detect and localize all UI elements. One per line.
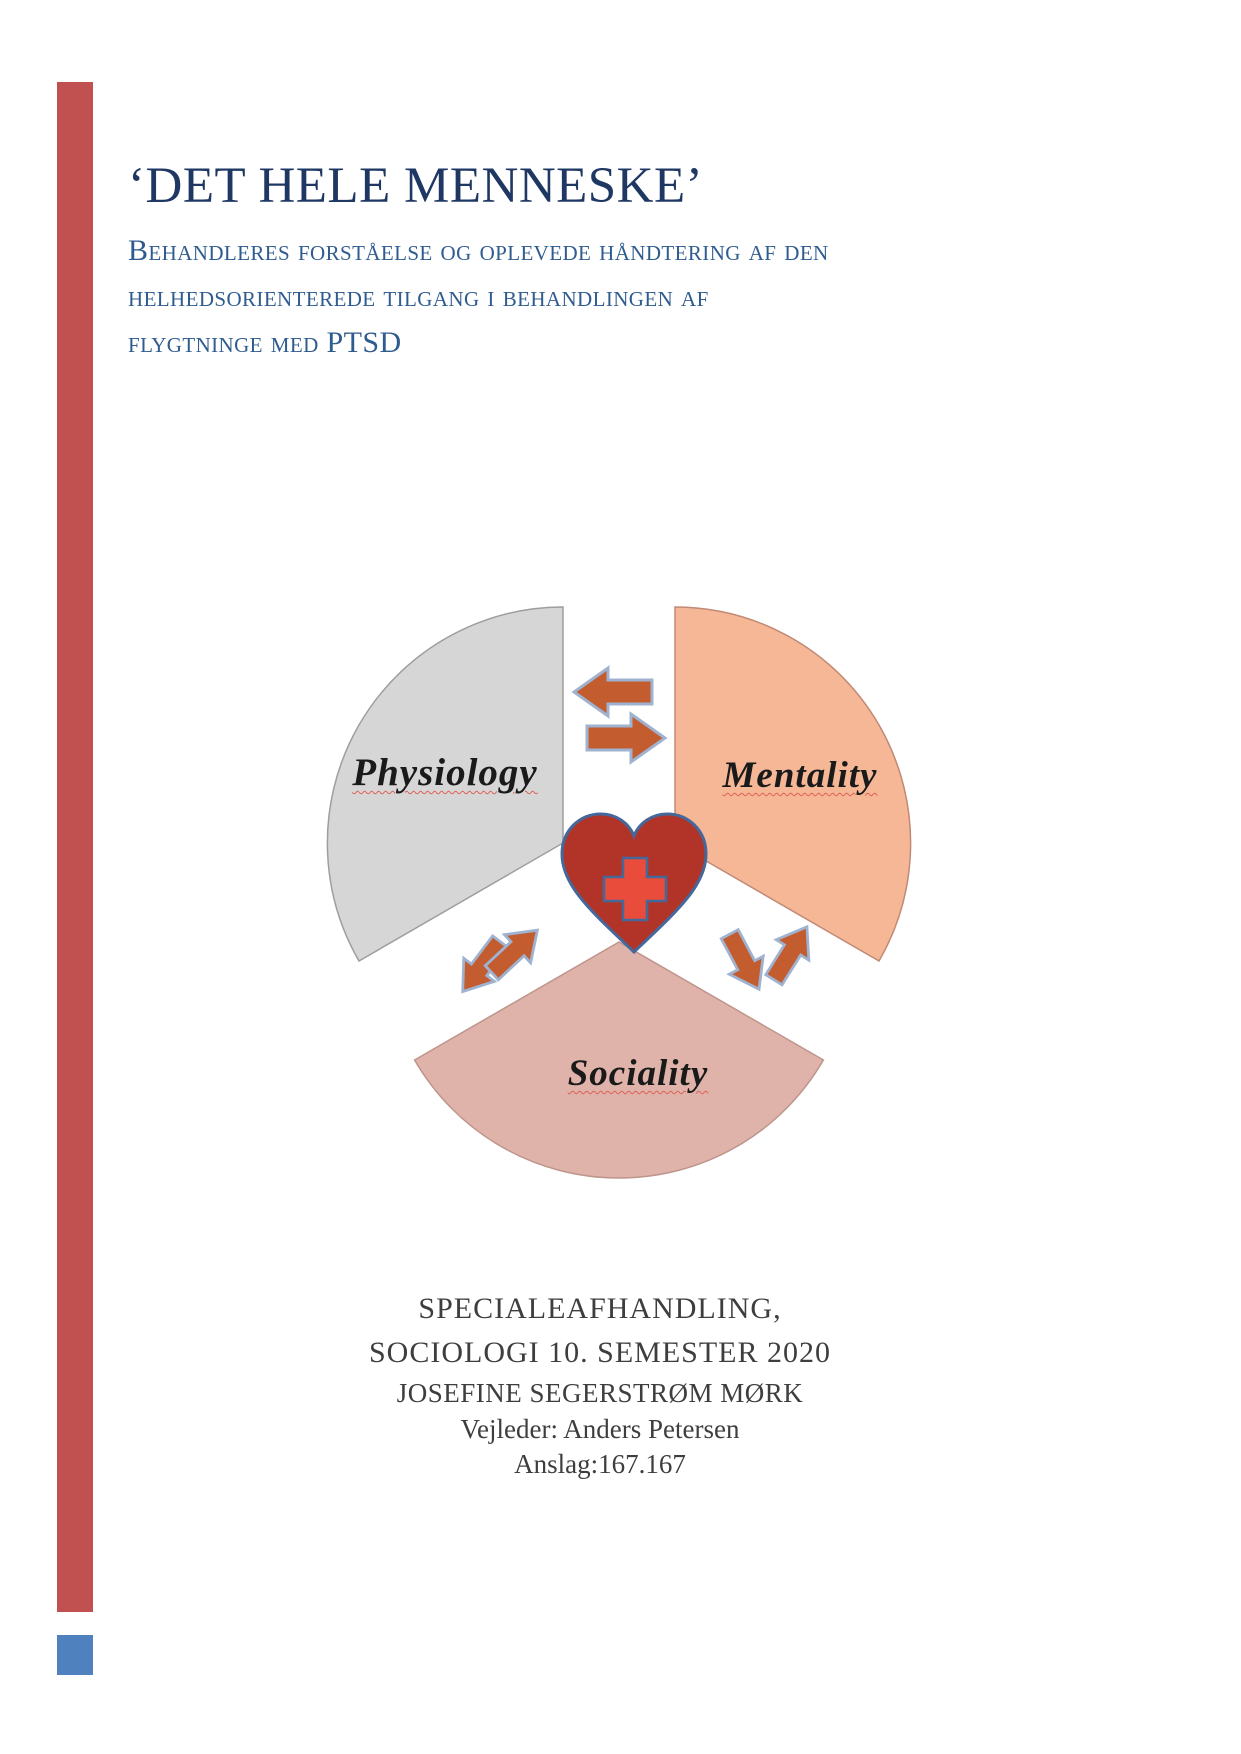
footer-block xyxy=(150,1286,1050,1482)
supervisor-line: Vejleder: Anders Petersen xyxy=(460,1414,740,1444)
bottom-accent-square xyxy=(57,1635,93,1675)
title-block xyxy=(128,158,1108,366)
subtitle-line-3: flygtninge med PTSD xyxy=(128,326,402,359)
arrow-down-right-icon xyxy=(713,925,776,998)
holistic-cycle-diagram xyxy=(300,540,960,1200)
physiology-label: Physiology xyxy=(352,751,538,794)
author-line: JOSEFINE SEGERSTRØM MØRK xyxy=(396,1378,804,1408)
arrow-up-right-2-icon xyxy=(758,917,824,990)
arrow-right-icon xyxy=(587,714,665,762)
character-count-line: Anslag:167.167 xyxy=(514,1449,686,1479)
subtitle-line-1: Behandleres forståelse og oplevede håndtering af den xyxy=(128,234,829,267)
subtitle-line-2: helhedsorienterede tilgang i behandlingen af xyxy=(128,280,709,313)
page-subtitle xyxy=(128,228,1108,366)
thesis-type-line: SPECIALEAFHANDLING, xyxy=(418,1292,782,1325)
program-semester-line: SOCIOLOGI 10. SEMESTER 2020 xyxy=(368,1336,831,1369)
mentality-label: Mentality xyxy=(722,755,878,796)
sociality-label: Sociality xyxy=(567,1053,709,1094)
page-title: ‘DET HELE MENNESKE’ xyxy=(128,158,704,214)
left-accent-bar xyxy=(57,82,93,1612)
arrow-left-icon xyxy=(574,668,652,716)
diagram-canvas xyxy=(300,540,960,1200)
